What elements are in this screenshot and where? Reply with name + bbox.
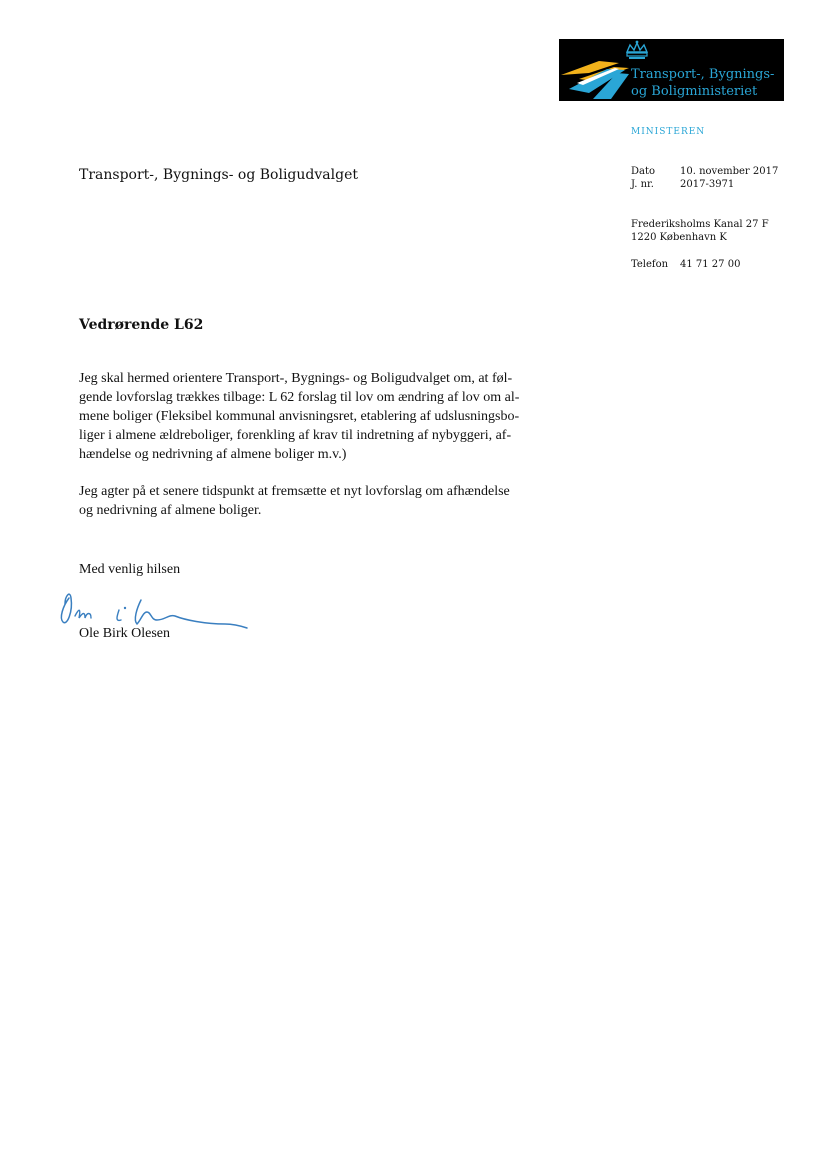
paragraph-line: Jeg skal hermed orientere Transport-, Bygnings- og Boligudvalget om, at føl- (79, 371, 513, 386)
crown-icon (624, 40, 650, 62)
date-label: Dato (631, 166, 656, 177)
handwritten-signature (55, 578, 255, 633)
phone-value: 41 71 27 00 (680, 259, 741, 270)
paragraph-line: hændelse og nedrivning af almene boliger m.v.) (79, 447, 347, 462)
paragraph-line: gende lovforslag trækkes tilbage: L 62 forslag til lov om ændring af lov om al- (79, 390, 520, 405)
date-value: 10. november 2017 (680, 166, 779, 177)
logo-text-line1: Transport-, Bygnings- (631, 67, 775, 82)
phone-label: Telefon (631, 259, 669, 270)
ministry-logo (559, 39, 784, 101)
recipient: Transport-, Bygnings- og Boligudvalget (79, 167, 358, 183)
address-line1: Frederiksholms Kanal 27 F (631, 219, 769, 230)
logo-text-line2: og Boligministeriet (631, 84, 758, 99)
sender-office: MINISTEREN (631, 127, 706, 137)
paragraph-line: liger i almene ældreboliger, forenkling af krav til indretning af nybyggeri, af- (79, 428, 512, 443)
letter-subject: Vedrørende L62 (79, 317, 204, 333)
paragraph-line: og nedrivning af almene boliger. (79, 503, 262, 518)
body-paragraph-2 (79, 482, 584, 520)
body-paragraph-1 (79, 369, 584, 464)
paragraph-line: Jeg agter på et senere tidspunkt at fremsætte et nyt lovforslag om afhændelse (79, 484, 510, 499)
closing-salutation: Med venlig hilsen (79, 562, 181, 577)
signer-name: Ole Birk Olesen (79, 626, 170, 641)
journal-number-label: J. nr. (631, 179, 654, 190)
journal-number-value: 2017-3971 (680, 179, 735, 190)
paragraph-line: mene boliger (Fleksibel kommunal anvisningsret, etablering af udslusningsbo- (79, 409, 520, 424)
address-line2: 1220 København K (631, 232, 727, 243)
